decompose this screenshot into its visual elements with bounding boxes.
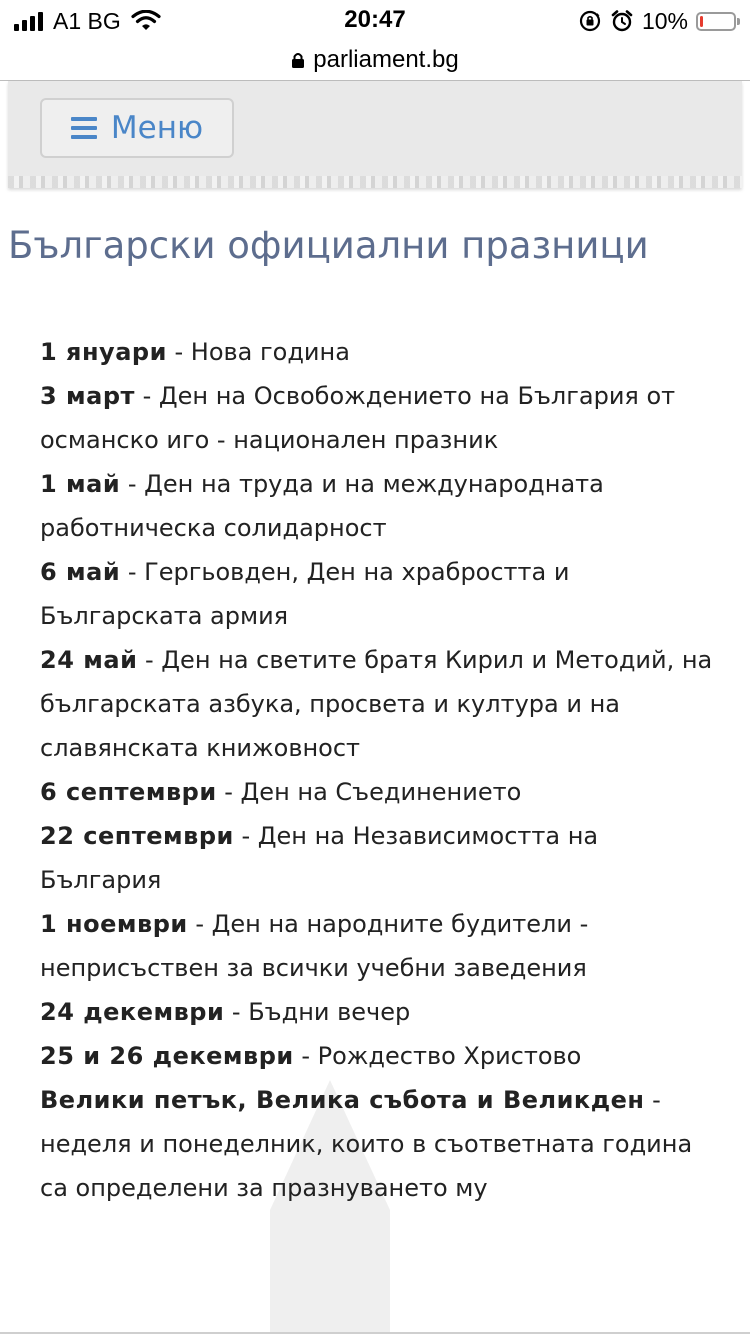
holiday-description: - Ден на светите братя Кирил и Методий, на българската азбука, просвета и култура и на славянската книжовност	[40, 646, 713, 762]
holiday-item	[40, 638, 720, 770]
battery-level	[700, 16, 703, 27]
battery-percent: 10%	[641, 7, 688, 34]
holiday-item	[40, 1078, 720, 1210]
battery-icon	[696, 12, 736, 31]
holiday-description: - Бъдни вечер	[224, 998, 411, 1026]
alarm-icon	[610, 9, 634, 33]
menu-label: Меню	[110, 110, 204, 146]
holiday-date: 1 януари	[40, 338, 167, 366]
holiday-item	[40, 902, 720, 990]
holiday-description: - Ден на Съединението	[216, 778, 522, 806]
holiday-description: - Рождество Христово	[293, 1042, 582, 1070]
carrier-name: A1 BG	[53, 7, 121, 34]
url-text[interactable]: parliament.bg	[313, 46, 459, 73]
status-right	[578, 8, 736, 34]
holiday-date: 22 септември	[40, 822, 234, 850]
holiday-description: - Гергьовден, Ден на храбростта и Българската армия	[40, 558, 570, 630]
holiday-date: 25 и 26 декември	[40, 1042, 294, 1070]
holiday-description: - Ден на народните будители - неприсъствен за всички учебни заведения	[40, 910, 589, 982]
holiday-date: 6 септември	[40, 778, 217, 806]
holiday-item	[40, 814, 720, 902]
holiday-description: - Ден на труда и на международната работническа солидарност	[40, 470, 604, 542]
holiday-description: - Ден на Освобождението на България от османско иго - национален празник	[40, 382, 676, 454]
holiday-date: 1 май	[40, 470, 121, 498]
orientation-lock-icon	[578, 9, 602, 33]
holiday-date: Велики петък, Велика събота и Великден	[40, 1086, 645, 1114]
site-header	[8, 81, 742, 188]
lock-icon	[291, 51, 305, 69]
status-bar	[0, 0, 750, 42]
menu-button[interactable]	[40, 98, 234, 158]
holiday-item	[40, 1034, 720, 1078]
status-time: 20:47	[344, 6, 406, 33]
holiday-item	[40, 374, 720, 462]
address-bar[interactable]	[0, 40, 750, 81]
holiday-list	[40, 330, 720, 1210]
holiday-item	[40, 990, 720, 1034]
holiday-date: 1 ноември	[40, 910, 188, 938]
hamburger-icon	[71, 117, 97, 139]
holiday-description: - Нова година	[166, 338, 350, 366]
holiday-date: 3 март	[40, 382, 135, 410]
holiday-date: 24 декември	[40, 998, 225, 1026]
holiday-item	[40, 770, 720, 814]
holiday-description: - Ден на Независимостта на България	[40, 822, 599, 894]
holiday-date: 24 май	[40, 646, 138, 674]
holiday-description: - неделя и понеделник, които в съответната година са определени за празнуването му	[40, 1086, 693, 1202]
page-title: Български официални празници	[8, 224, 649, 267]
holiday-item	[40, 550, 720, 638]
header-banner-strip	[8, 176, 742, 188]
holiday-date: 6 май	[40, 558, 121, 586]
holiday-item	[40, 462, 720, 550]
holiday-item	[40, 330, 720, 374]
